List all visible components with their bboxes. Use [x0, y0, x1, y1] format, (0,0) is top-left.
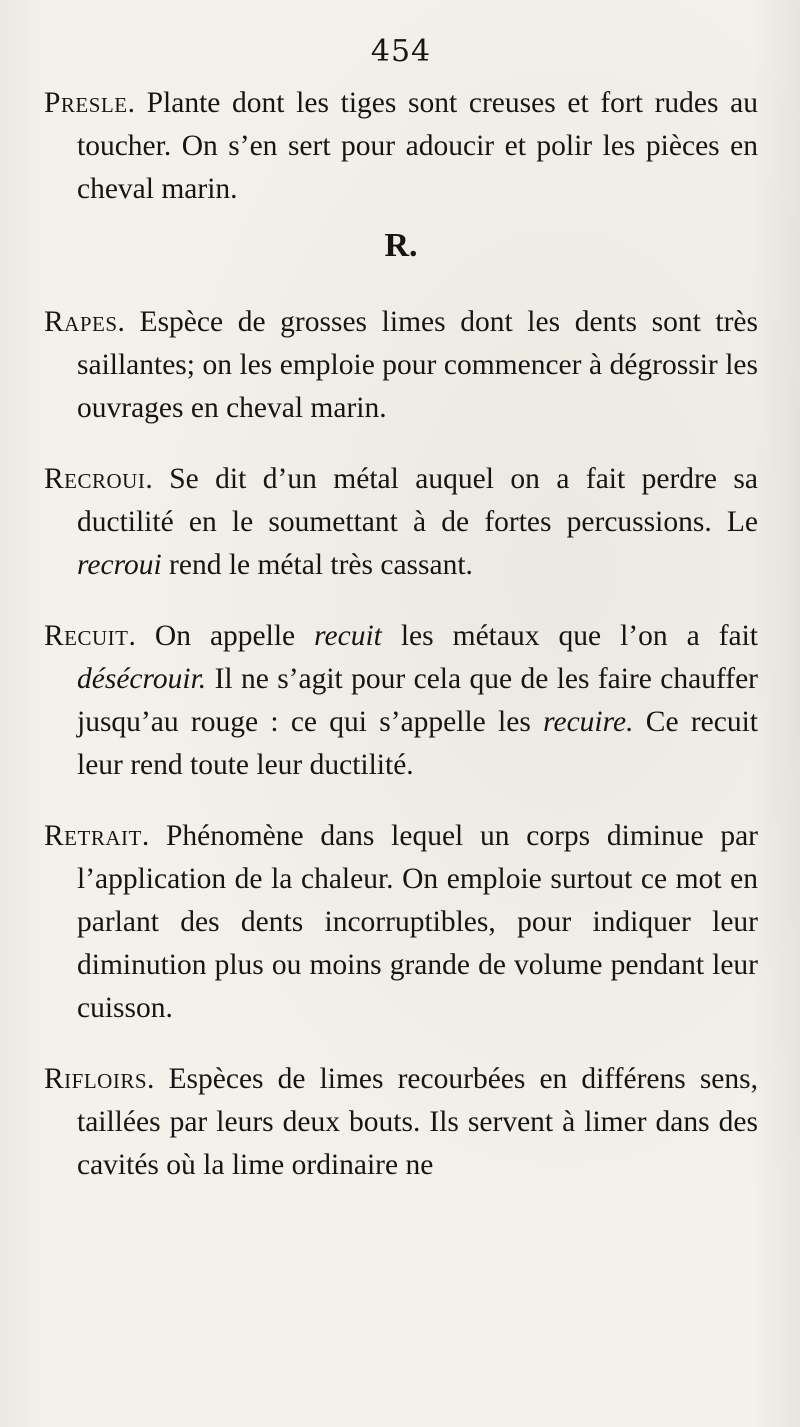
entry-text: rend le métal très cassant. [161, 549, 473, 581]
entry-rifloirs: Rifloirs. Espèces de limes recourbées en différens sens, taillées par leurs deux bouts. Ils servent à limer dans des cavités où la lime ordinaire ne [44, 1063, 759, 1181]
entry-recuit: Recuit. On appelle recuit les métaux que l’on a fait désécrouir. Il ne s’agit pour cela que de les faire chauffer jusqu’au rouge : ce qui s’appelle les recuire. Ce recuit leur rend toute leur ductilité. [44, 620, 759, 781]
entry-text: Phénomène dans lequel un corps diminue par l’application de la chaleur. On emploie surtout ce mot en parlant des dents incorruptibles, pour indiquer leur diminution plus ou moins grande de volume pendant leur cuisson. [77, 820, 758, 1024]
entry-text: Plante dont les tiges sont creuses et fort rudes au toucher. On s’en sert pour adoucir et polir les pièces en cheval marin. [77, 87, 758, 205]
entry-term: Presle [44, 87, 128, 119]
entry-term: Rapes [44, 306, 118, 338]
entry-spacer [44, 430, 758, 458]
entry-term: Recroui [44, 463, 146, 495]
entry-text-italic: recroui [77, 549, 162, 581]
entry-text: Espèce de grosses limes dont les dents sont très saillantes; on les emploie pour commencer à dégrossir les ouvrages en cheval marin. [77, 306, 759, 424]
entry-text: Ce recuit leur rend toute leur ductilité. [77, 706, 758, 781]
entry-term: Retrait [44, 820, 142, 852]
entry-recroui: Recroui. Se dit d’un métal auquel on a fait perdre sa ductilité en le soumettant à de fortes percussions. Le recroui rend le métal très cassant. [44, 463, 759, 581]
entry-rapes: Rapes. Espèce de grosses limes dont les dents sont très saillantes; on les emploie pour commencer à dégrossir les ouvrages en cheval marin. [44, 306, 759, 424]
page-number: 454 [370, 34, 432, 69]
entry-spacer [44, 587, 758, 615]
entry-text: Se dit d’un métal auquel on a fait perdre sa ductilité en le soumettant à de fortes percussions. Le [77, 463, 759, 538]
entry-text: Espèces de limes recourbées en différens sens, taillées par leurs deux bouts. Ils servent à limer dans des cavités où la lime ordinaire ne [77, 1063, 759, 1181]
entry-spacer [44, 787, 758, 815]
section-letter-heading: R. [384, 227, 418, 264]
entry-term: Recuit [44, 620, 129, 652]
entry-text: les métaux que l’on a fait [381, 620, 759, 652]
entry-term: Rifloirs [44, 1063, 148, 1095]
entry-text-italic: recuire. [543, 706, 634, 738]
entry-text-italic: recuit [314, 620, 382, 652]
entry-retrait: Retrait. Phénomène dans lequel un corps diminue par l’application de la chaleur. On emploie surtout ce mot en parlant des dents incorruptibles, pour indiquer leur diminution plus ou moins grande de volume pendant leur cuisson. [44, 820, 758, 1024]
entry-presle: Presle. Plante dont les tiges sont creuses et fort rudes au toucher. On s’en sert pour adoucir et polir les pièces en cheval marin. [44, 87, 758, 205]
entry-text-italic: désécrouir. [77, 663, 207, 695]
entry-spacer [44, 1030, 758, 1058]
entry-text: Il ne s’agit pour cela que de les faire chauffer jusqu’au rouge : ce qui s’appelle les [77, 663, 758, 738]
entry-text: On appelle [154, 620, 315, 652]
